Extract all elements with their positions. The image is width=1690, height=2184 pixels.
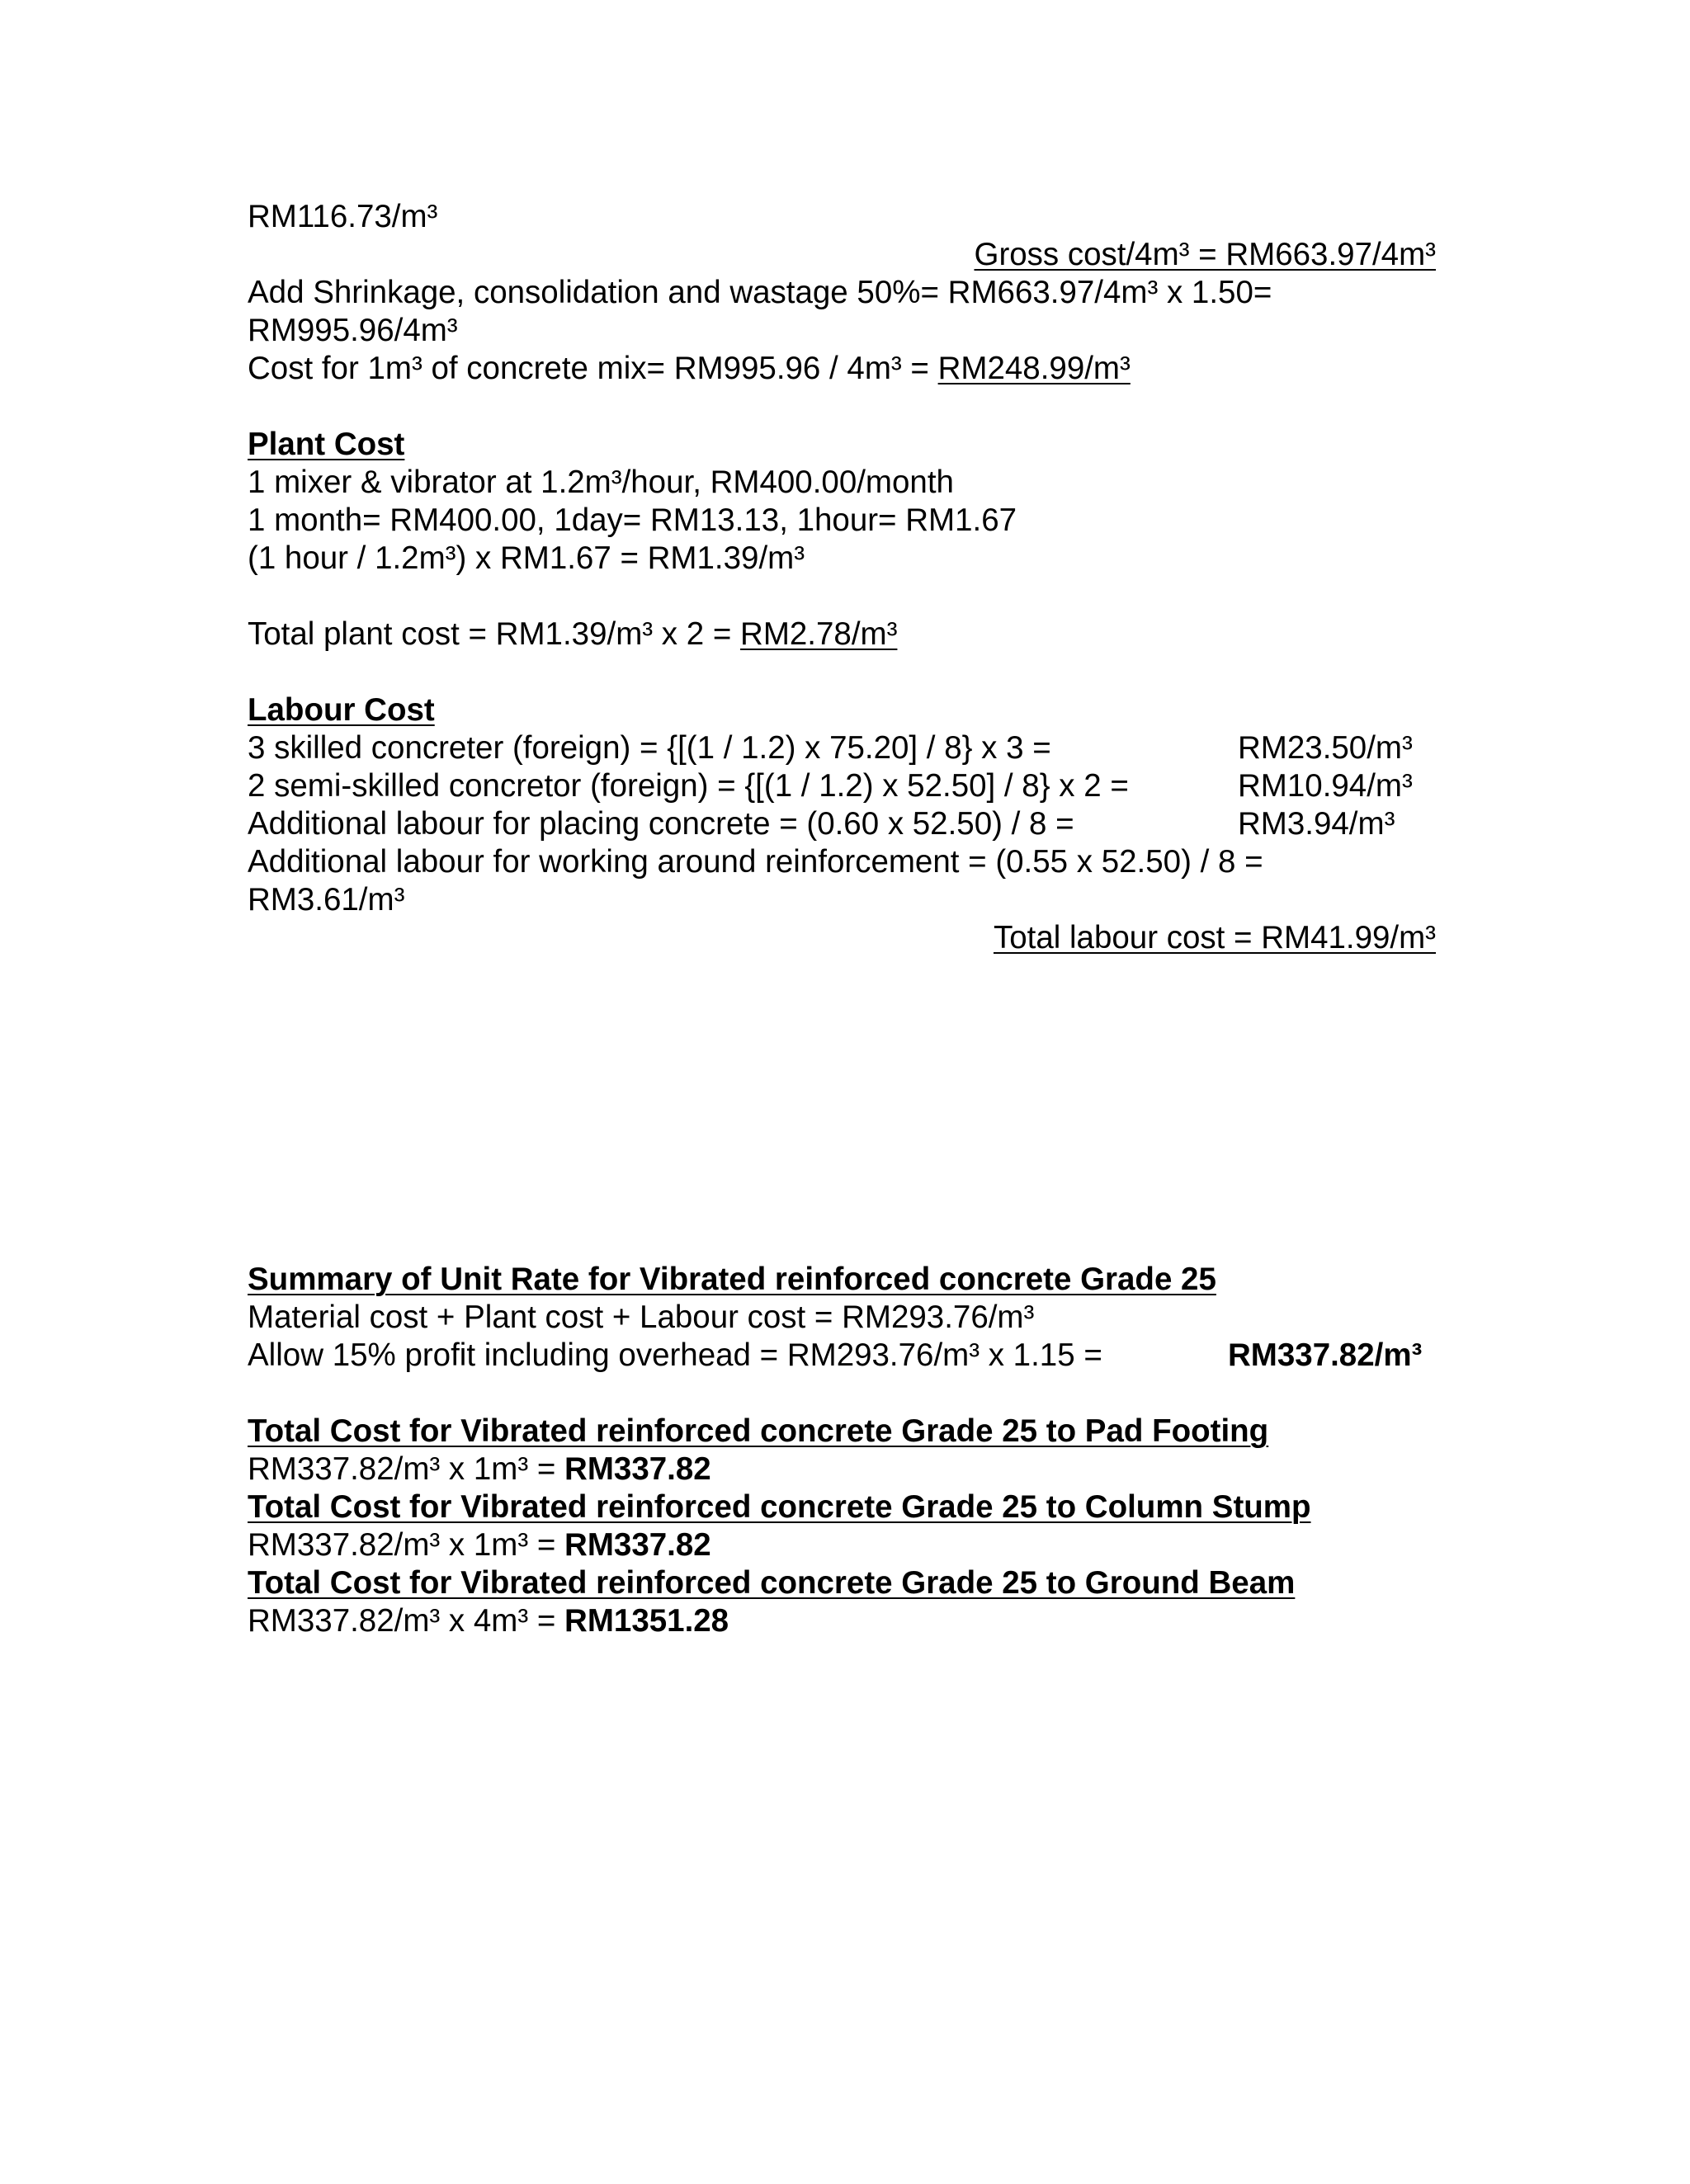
gross-cost-line: Gross cost/4m³ = RM663.97/4m³ <box>974 237 1436 272</box>
total-column-stump-calc: RM337.82/m³ x 1m³ = <box>248 1527 565 1563</box>
plant-line-1: 1 mixer & vibrator at 1.2m³/hour, RM400.00/month <box>248 465 954 500</box>
total-pad-footing-calc: RM337.82/m³ x 1m³ = <box>248 1451 565 1487</box>
total-ground-beam-line <box>248 1602 729 1640</box>
labour-row-2-desc: 2 semi-skilled concretor (foreign) = {[(1 / 1.2) x 52.50] / 8} x 2 = <box>248 768 1129 804</box>
concrete-mix-cost-text: Cost for 1m³ of concrete mix= RM995.96 / 4m³ = <box>248 351 938 386</box>
labour-row-2-value: RM10.94/m³ <box>1238 768 1413 804</box>
total-column-stump-heading: Total Cost for Vibrated reinforced concrete Grade 25 to Column Stump <box>248 1489 1311 1525</box>
plant-total-text: Total plant cost = RM1.39/m³ x 2 = <box>248 616 741 652</box>
plant-total-value: RM2.78/m³ <box>740 616 898 652</box>
labour-row-1-desc: 3 skilled concreter (foreign) = {[(1 / 1.2) x 75.20] / 8} x 3 = <box>248 730 1051 766</box>
shrinkage-line: Add Shrinkage, consolidation and wastage 50%= RM663.97/4m³ x 1.50= <box>248 275 1272 310</box>
concrete-mix-cost-line <box>248 350 1131 388</box>
summary-line-2: Allow 15% profit including overhead = RM293.76/m³ x 1.15 = <box>248 1337 1102 1373</box>
plant-cost-heading: Plant Cost <box>248 427 405 462</box>
total-pad-footing-value: RM337.82 <box>564 1451 711 1487</box>
labour-row-1-value: RM23.50/m³ <box>1238 730 1413 766</box>
total-ground-beam-value: RM1351.28 <box>564 1603 729 1639</box>
summary-line-1: Material cost + Plant cost + Labour cost = RM293.76/m³ <box>248 1300 1035 1335</box>
total-column-stump-line <box>248 1526 711 1564</box>
total-pad-footing-heading: Total Cost for Vibrated reinforced concrete Grade 25 to Pad Footing <box>248 1413 1269 1449</box>
shrinkage-result: RM995.96/4m³ <box>248 313 458 348</box>
plant-line-2: 1 month= RM400.00, 1day= RM13.13, 1hour= RM1.67 <box>248 502 1017 538</box>
total-ground-beam-calc: RM337.82/m³ x 4m³ = <box>248 1603 565 1639</box>
plant-line-3: (1 hour / 1.2m³) x RM1.67 = RM1.39/m³ <box>248 540 805 576</box>
labour-reinforcement-result: RM3.61/m³ <box>248 882 405 917</box>
total-ground-beam-heading: Total Cost for Vibrated reinforced concrete Grade 25 to Ground Beam <box>248 1565 1296 1601</box>
labour-total-line: Total labour cost = RM41.99/m³ <box>993 920 1436 955</box>
material-rate-line: RM116.73/m³ <box>248 199 438 234</box>
labour-row-3-desc: Additional labour for placing concrete = (0.60 x 52.50) / 8 = <box>248 806 1074 842</box>
summary-unit-rate-value: RM337.82/m³ <box>1228 1337 1423 1373</box>
labour-reinforcement-line: Additional labour for working around reinforcement = (0.55 x 52.50) / 8 = <box>248 844 1263 880</box>
total-column-stump-value: RM337.82 <box>564 1527 711 1563</box>
labour-cost-heading: Labour Cost <box>248 692 435 728</box>
total-pad-footing-line <box>248 1450 711 1488</box>
concrete-mix-cost-value: RM248.99/m³ <box>937 351 1131 386</box>
plant-total-line <box>248 616 897 653</box>
summary-heading: Summary of Unit Rate for Vibrated reinforced concrete Grade 25 <box>248 1262 1216 1297</box>
labour-row-3-value: RM3.94/m³ <box>1238 806 1395 842</box>
